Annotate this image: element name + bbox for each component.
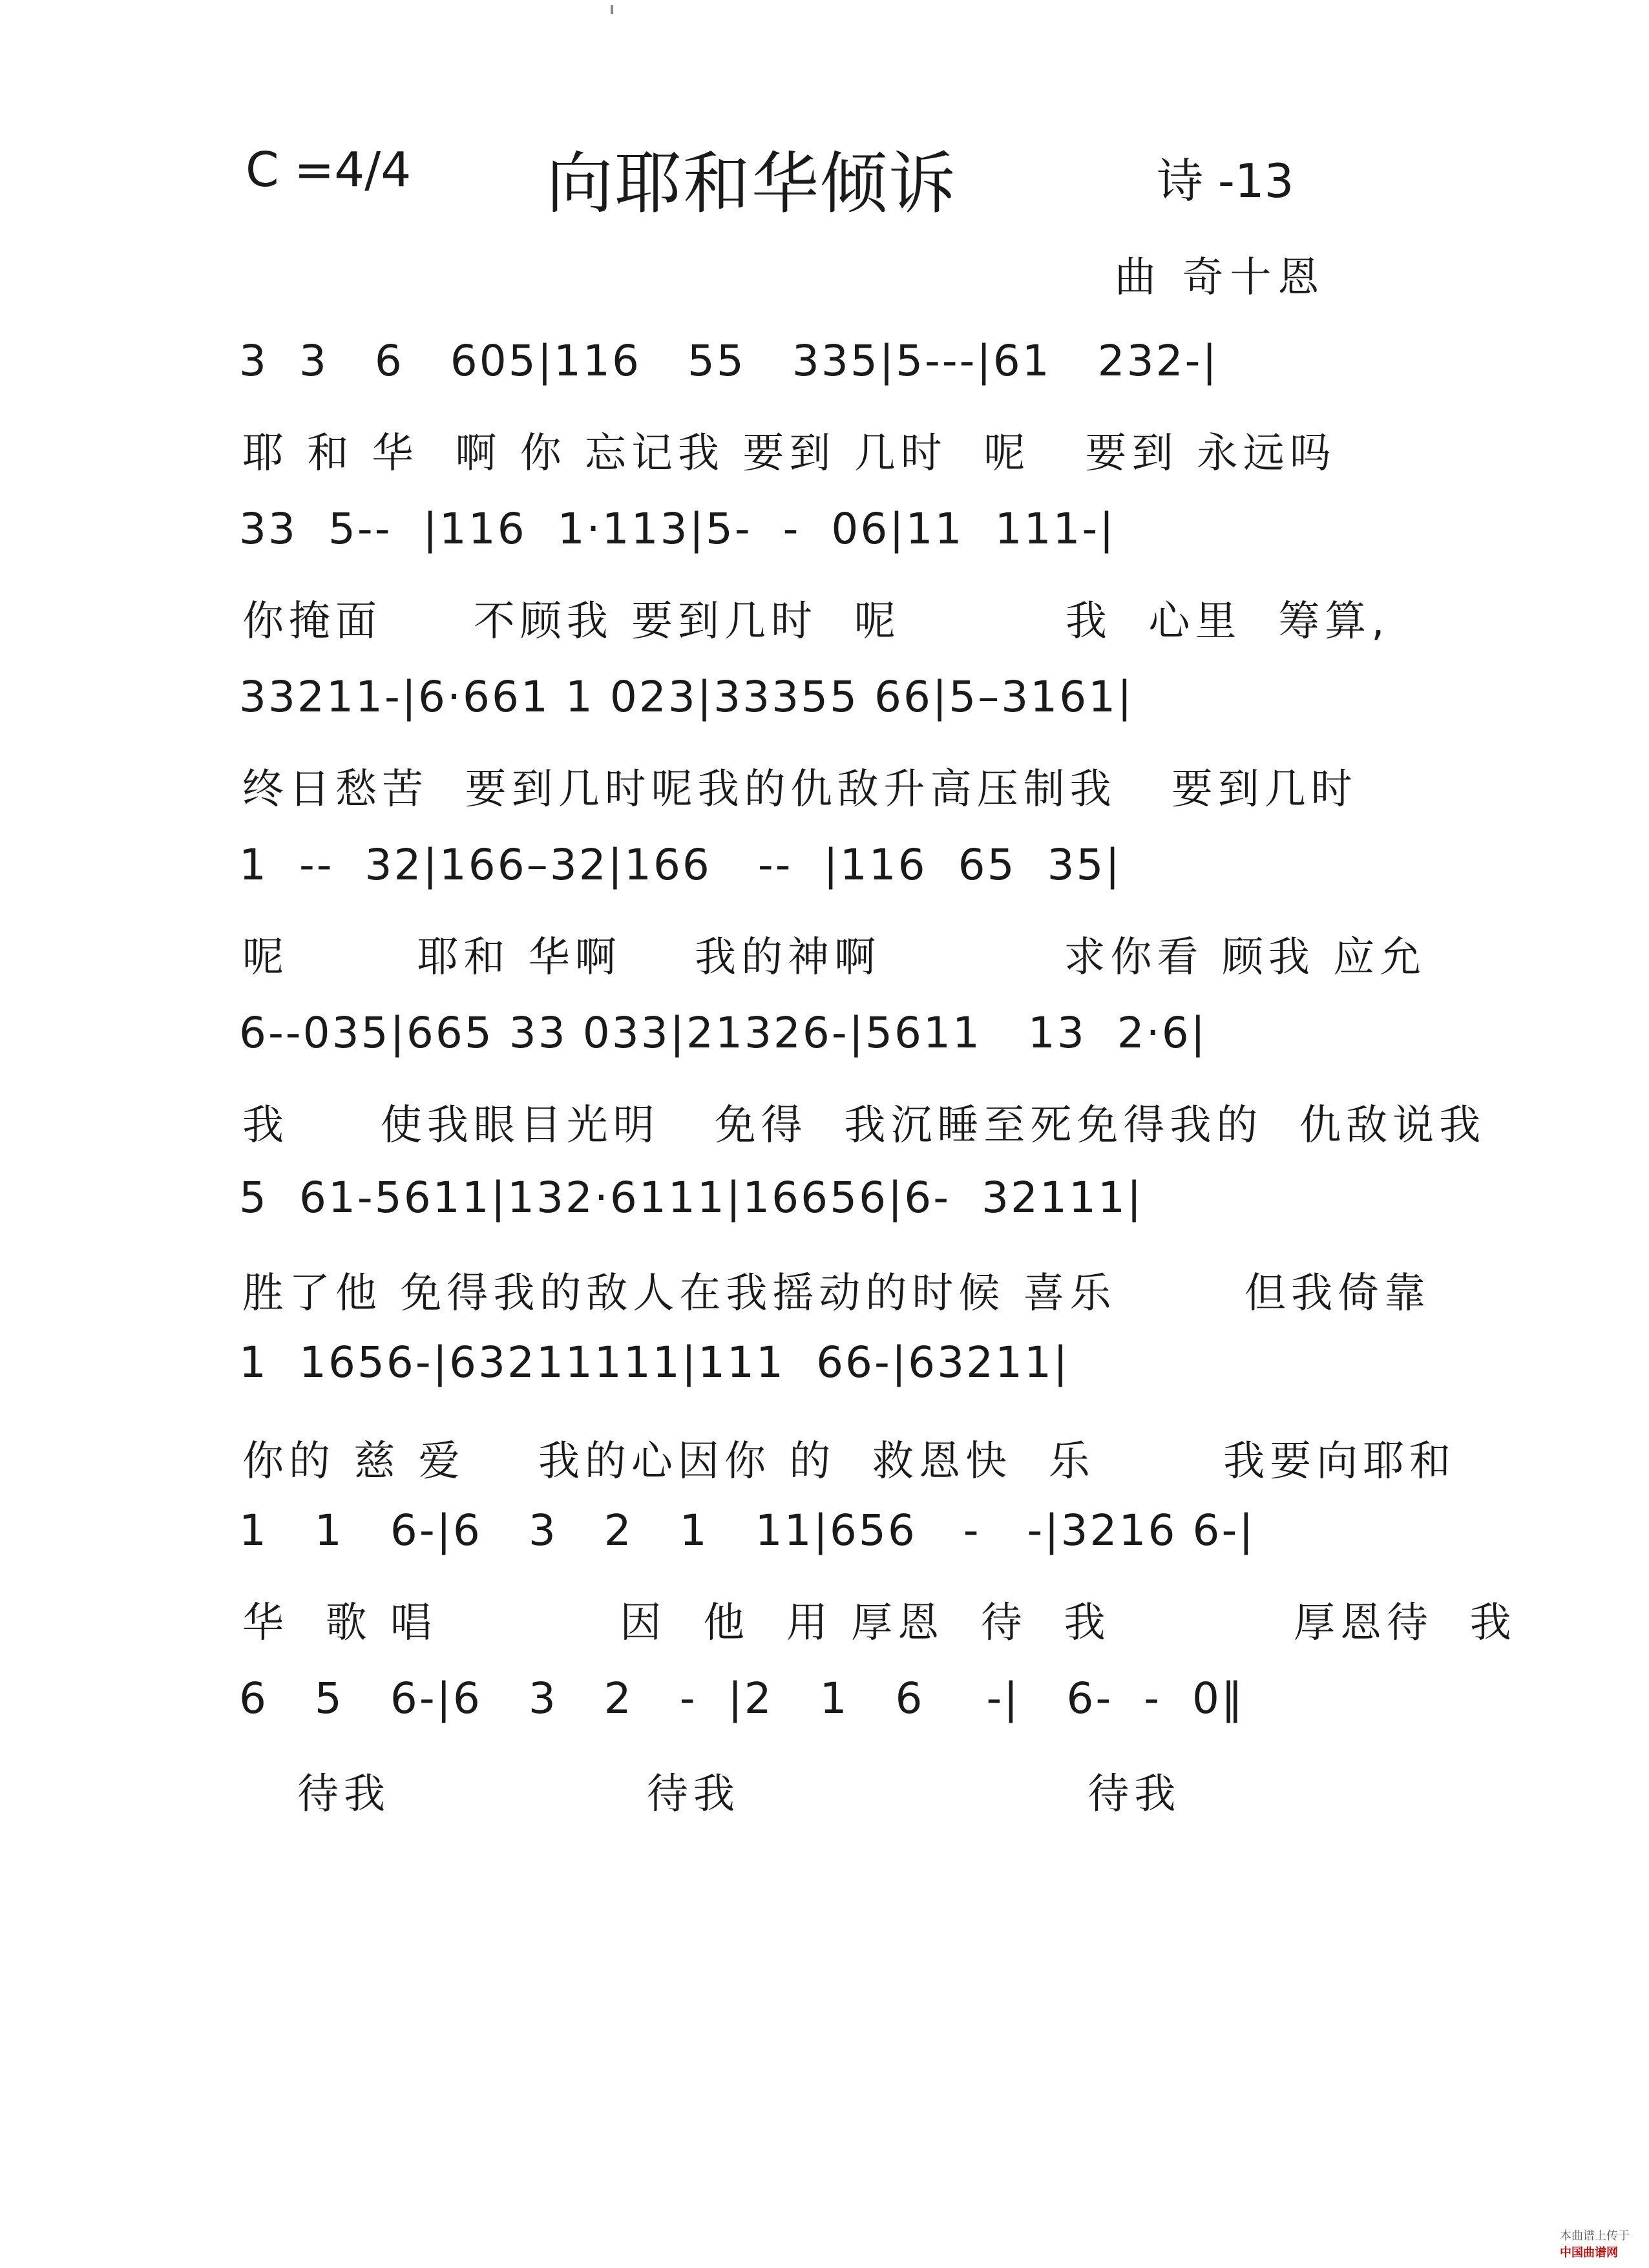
lyrics-line-7: 你的 慈 爱 我的心因你 的 救恩快 乐 我要向耶和	[242, 1438, 1456, 1486]
notation-line-6: 5 61-5611|132·6111|16656|6- 32111|	[239, 1173, 1144, 1223]
lyrics-line-8: 华 歌 唱 因 他 用 厚恩 待 我 厚恩待 我	[242, 1599, 1517, 1647]
hymn-number: 诗 -13	[1157, 154, 1294, 208]
watermark-prefix: 本曲谱上传于	[1560, 2229, 1630, 2243]
notation-line-3: 33211-|6·661 1 023|33355 66|5–3161|	[239, 672, 1134, 722]
lyrics-line-5: 我 使我眼目光明 免得 我沉睡至死免得我的 仇敌说我	[242, 1102, 1486, 1150]
lyrics-line-3: 终日愁苦 要到几时呢我的仇敌升高压制我 要到几时	[242, 766, 1358, 814]
lyrics-line-2: 你掩面 不顾我 要到几时 呢 我 心里 筹算,	[242, 598, 1390, 646]
lyrics-line-6: 胜了他 免得我的敌人在我摇动的时候 喜乐 但我倚靠	[242, 1270, 1431, 1318]
lyrics-line-9: 待我 待我 待我	[242, 1770, 1181, 1818]
song-title: 向耶和华倾诉	[546, 144, 958, 223]
notation-line-8: 1 1 6-|6 3 2 1 11|656 - -|3216 6-|	[239, 1506, 1255, 1555]
key-signature: C =4/4	[246, 142, 412, 198]
notation-line-4: 1 -- 32|166–32|166 -- |116 65 35|	[239, 840, 1122, 890]
scan-speck	[611, 5, 613, 14]
notation-line-9: 6 5 6-|6 3 2 - |2 1 6 -| 6- - 0‖	[239, 1674, 1245, 1723]
notation-line-2: 33 5-- |116 1·113|5- - 06|11 111-|	[239, 504, 1116, 554]
lyrics-line-1: 耶 和 华 啊 你 忘记我 要到 几时 呢 要到 永远吗	[242, 430, 1336, 478]
notation-line-7: 1 1656-|63211111|111 66-|63211|	[239, 1338, 1070, 1387]
notation-line-5: 6--035|665 33 033|21326-|5611 13 2·6|	[239, 1008, 1208, 1058]
watermark-site: 中国曲谱网	[1560, 2246, 1618, 2260]
notation-line-1: 3 3 6 605|116 55 335|5---|61 232-|	[239, 336, 1219, 386]
source-watermark	[1553, 2213, 1630, 2260]
lyrics-line-4: 呢 耶和 华啊 我的神啊 求你看 顾我 应允	[242, 934, 1427, 982]
composer-credit: 曲 奇十恩	[1115, 254, 1326, 302]
